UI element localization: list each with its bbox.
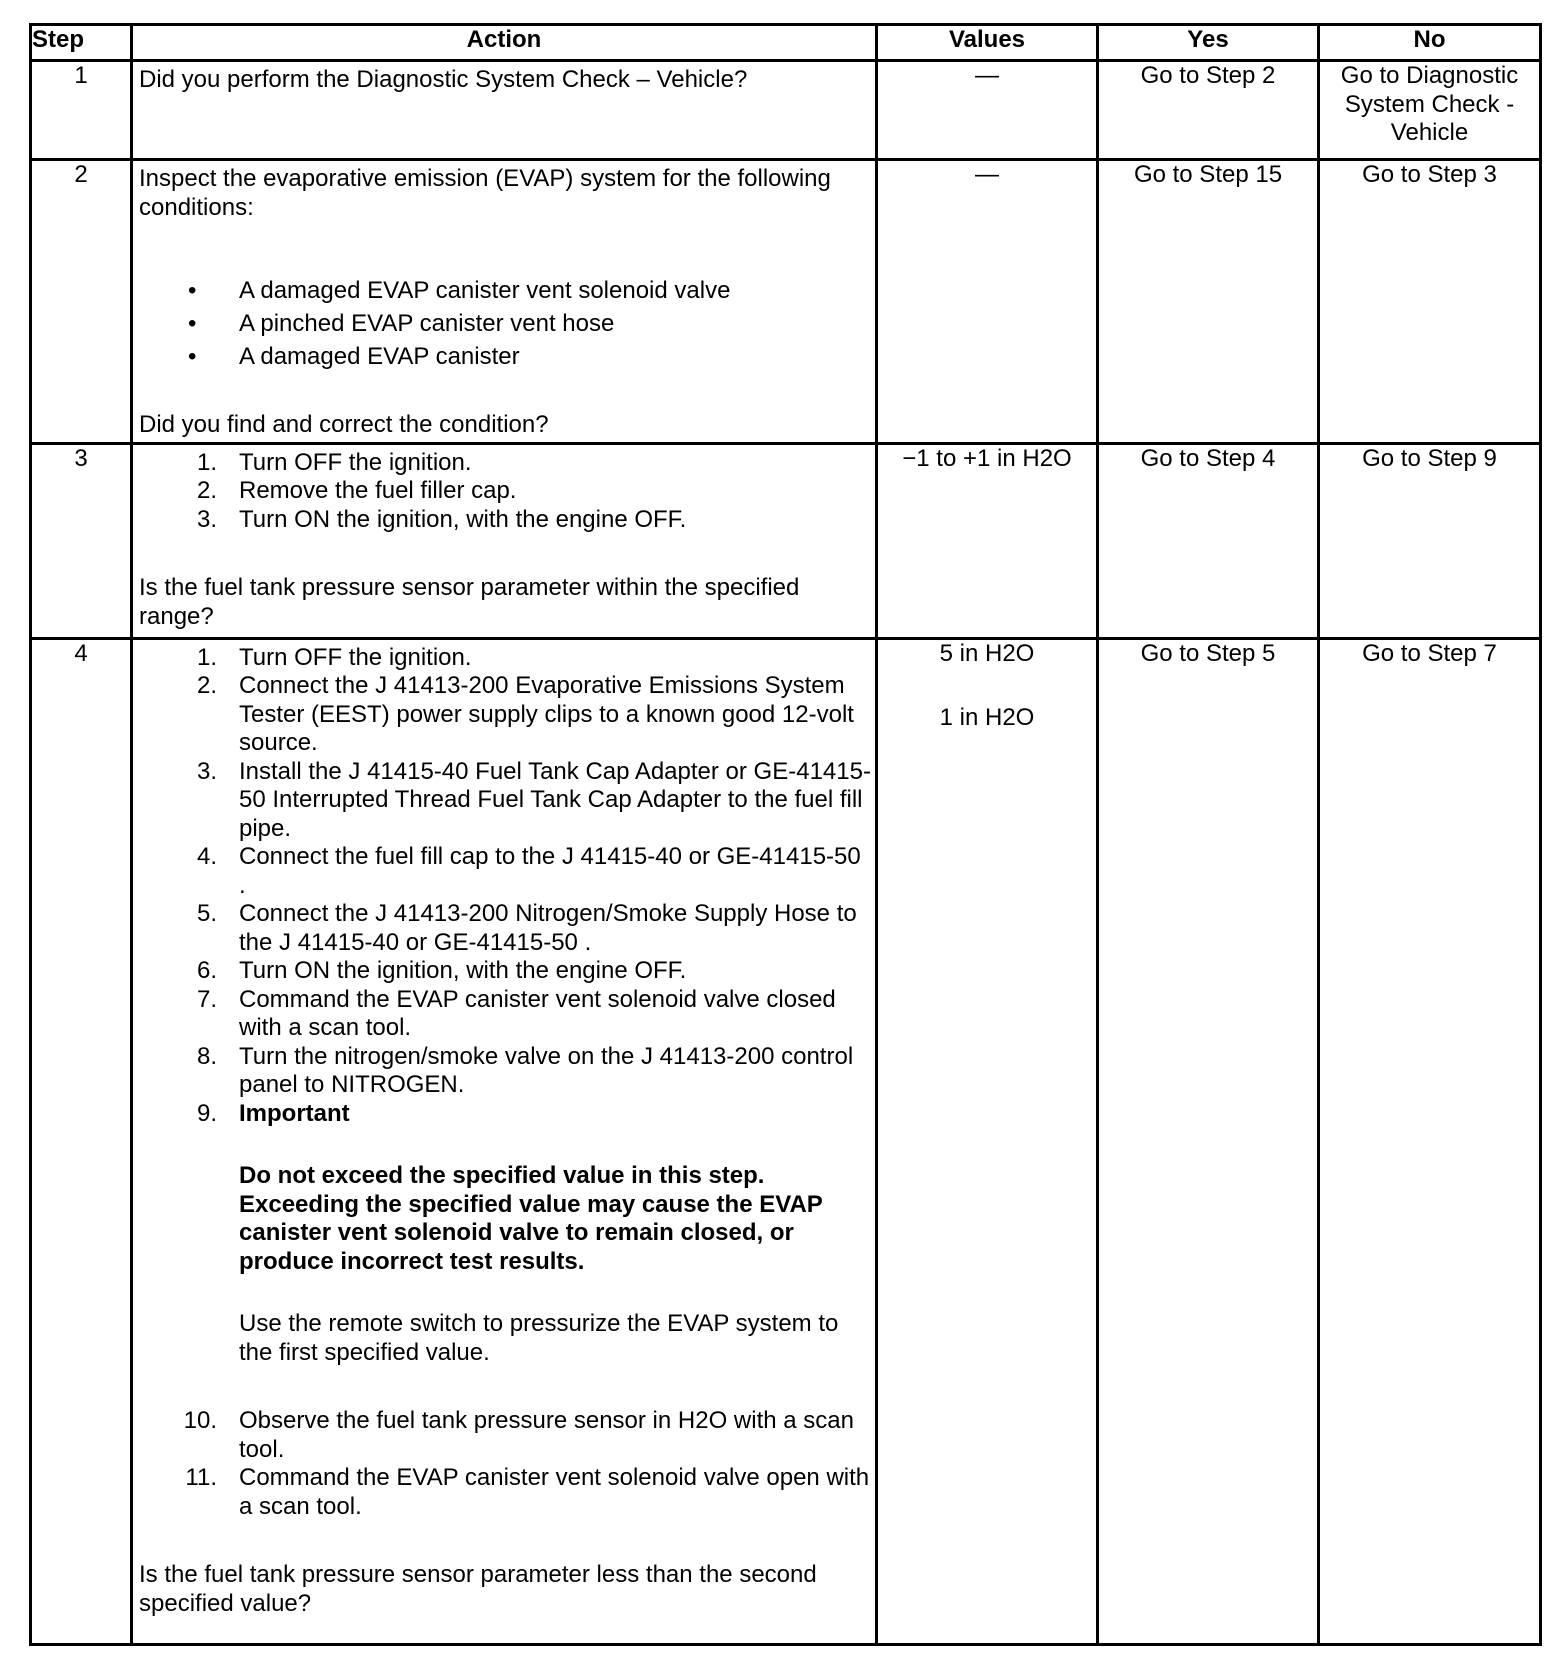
list-item: 6. Turn ON the ignition, with the engine OFF. — [196, 957, 687, 984]
action-cell — [132, 160, 877, 444]
step-number: 3 — [31, 443, 132, 638]
bullet-icon: • — [188, 310, 197, 337]
list-item: 10. Observe the fuel tank pressure sensor in H2O with a scan tool. — [183, 1407, 854, 1463]
question-text: Is the fuel tank pressure sensor parameter less than the second specified value? — [139, 1561, 817, 1617]
step-number: 4 — [31, 638, 132, 1645]
step-number: 1 — [31, 61, 132, 160]
question-text: Did you find and correct the condition? — [139, 411, 549, 438]
question-text: Did you perform the Diagnostic System Check – Vehicle? — [139, 66, 748, 93]
value-cell: — — [877, 61, 1098, 160]
intro-text: Inspect the evaporative emission (EVAP) system for the following conditions: — [139, 165, 831, 221]
list-item: 2. Remove the fuel filler cap. — [196, 477, 517, 504]
list-item: • A damaged EVAP canister — [139, 340, 871, 373]
yes-cell: Go to Step 2 — [1098, 61, 1319, 160]
first-specified-value: 5 in H2O — [939, 639, 1035, 667]
value-cell — [877, 638, 1098, 1645]
list-item: • A pinched EVAP canister vent hose — [139, 307, 871, 340]
action-cell — [132, 638, 877, 1645]
header-no: No — [1319, 25, 1541, 61]
list-item: • A damaged EVAP canister vent solenoid valve — [139, 274, 871, 307]
header-step: Step — [31, 25, 132, 61]
question-text: Is the fuel tank pressure sensor parameter within the specified range? — [139, 574, 800, 630]
bullet-icon: • — [188, 343, 197, 370]
item-text: Use the remote switch to pressurize the EVAP system to the first specified value. — [239, 1310, 839, 1366]
action-cell — [132, 61, 877, 160]
list-item: 3. Turn ON the ignition, with the engine OFF. — [196, 505, 687, 533]
list-item: 1. Turn OFF the ignition. — [196, 448, 472, 476]
table-row-step-4 — [31, 638, 1541, 1645]
no-cell: Go to Diagnostic System Check - Vehicle — [1319, 61, 1541, 160]
header-values: Values — [877, 25, 1098, 61]
list-item: 3. Install the J 41415-40 Fuel Tank Cap Adapter or GE-41415-50 Interrupted Thread Fuel Tank Cap Adapter to the fuel fill pipe. — [196, 757, 871, 842]
yes-cell: Go to Step 5 — [1098, 638, 1319, 1645]
header-row — [31, 25, 1541, 61]
second-specified-value: 1 in H2O — [939, 704, 1035, 731]
condition-list — [139, 274, 871, 373]
diagnostic-table — [29, 23, 1542, 1646]
list-item: 11. Command the EVAP canister vent solenoid valve open with a scan tool. — [185, 1464, 870, 1520]
list-item: 2. Connect the J 41413-200 Evaporative Emissions System Tester (EEST) power supply clips to a known good 12-volt source. — [196, 672, 854, 756]
warning-text: Do not exceed the specified value in this step. Exceeding the specified value may cause the EVAP canister vent solenoid valve to remain closed, or produce incorrect test results. — [239, 1162, 823, 1275]
value-cell: — — [877, 160, 1098, 444]
yes-cell: Go to Step 15 — [1098, 160, 1319, 444]
procedure-list — [139, 644, 871, 1522]
list-item: 8. Turn the nitrogen/smoke valve on the J 41413-200 control panel to NITROGEN. — [196, 1042, 854, 1098]
list-item: 7. Command the EVAP canister vent solenoid valve closed with a scan tool. — [196, 985, 836, 1041]
list-item: 1. Turn OFF the ignition. — [196, 643, 472, 671]
no-cell: Go to Step 7 — [1319, 638, 1541, 1645]
important-heading: Important — [239, 1099, 350, 1127]
list-item: 4. Connect the fuel fill cap to the J 41415-40 or GE-41415-50 . — [196, 843, 861, 899]
bullet-icon: • — [188, 277, 197, 304]
list-item: 9. Important Do not exceed the specified value in this step. Exceeding the specified value may cause the EVAP canister vent solenoid valve to remain closed, or produce incorrect test results. Use the remote switch to pressurize the EVAP system to the first specified value. — [139, 1100, 871, 1408]
action-cell — [132, 443, 877, 638]
no-cell: Go to Step 9 — [1319, 443, 1541, 638]
table-row-step-1 — [31, 61, 1541, 160]
value-cell: −1 to +1 in H2O — [877, 443, 1098, 638]
step-number: 2 — [31, 160, 132, 444]
list-item: 5. Connect the J 41413-200 Nitrogen/Smoke Supply Hose to the J 41415-40 or GE-41415-50 . — [196, 900, 857, 956]
table-row-step-2 — [31, 160, 1541, 444]
header-action: Action — [132, 25, 877, 61]
procedure-list — [139, 449, 871, 535]
header-yes: Yes — [1098, 25, 1319, 61]
table-row-step-3 — [31, 443, 1541, 638]
yes-cell: Go to Step 4 — [1098, 443, 1319, 638]
no-cell: Go to Step 3 — [1319, 160, 1541, 444]
